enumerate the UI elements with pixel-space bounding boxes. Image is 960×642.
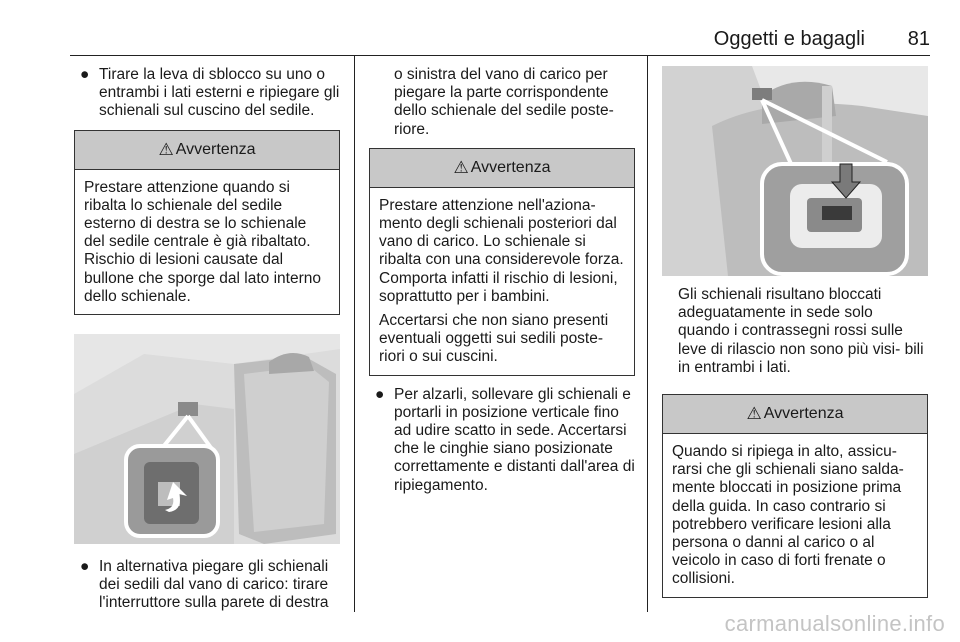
- bullet-text: Tirare la leva di sblocco su uno o entrambi i lati esterni e ripiegare gli schienali sul cuscino del sedile.: [99, 66, 340, 120]
- seat-release-figure: [662, 66, 928, 276]
- warning-title: Avvertenza: [175, 140, 256, 158]
- bullet-dot-icon: ●: [80, 66, 90, 83]
- section-title: Oggetti e bagagli: [713, 28, 865, 50]
- page-number: 81: [907, 28, 930, 50]
- column-2: [369, 66, 635, 495]
- watermark: carmanualsonline.info: [724, 611, 945, 636]
- warning-triangle-icon: ⚠: [158, 139, 174, 159]
- warning-body: [370, 188, 634, 375]
- warning-text: Prestare attenzione nell'aziona- mento degli schienali posteriori dal vano di carico. Lo schienale si ribalta con una considerevole forza. Comporta infatti il rischio di lesioni, soprattutto per i bambini.: [379, 196, 624, 305]
- warning-title: Avvertenza: [470, 158, 551, 176]
- column-divider-1: [354, 56, 355, 612]
- bullet-text: In alternativa piegare gli schienali dei sedili dal vano di carico: tirare l'interruttore sulla parete di destra: [99, 558, 329, 612]
- warning-box: [369, 148, 635, 376]
- warning-text: Accertarsi che non siano presenti eventuali oggetti sui sedili poste- riori o sui cuscini.: [379, 312, 609, 366]
- column-1-lower: [74, 558, 340, 613]
- seat-release-illustration: [662, 66, 928, 276]
- load-compartment-illustration: [74, 334, 340, 544]
- bullet-dot-icon: ●: [80, 558, 90, 575]
- warning-body: [663, 434, 927, 597]
- column-divider-2: [647, 56, 648, 612]
- warning-text: Quando si ripiega in alto, assicu- rarsi che gli schienali siano salda- mente bloccati in posizione prima della guida. In caso contrario si potrebbero verificare lesioni alla persona o danni al carico o al veicolo in caso di forti frenate o collisioni.: [672, 443, 904, 588]
- bullet-item: [74, 66, 340, 121]
- bullet-item: [369, 386, 635, 495]
- warning-body: [75, 170, 339, 314]
- bullet-item: [74, 558, 340, 613]
- figure-caption: Gli schienali risultano bloccati adeguatamente in sede solo quando i contrassegni rossi sulle leve di rilascio non sono più visi- bili in entrambi i lati.: [678, 286, 924, 376]
- warning-box: [662, 394, 928, 598]
- column-3: [662, 286, 928, 598]
- paragraph-continuation: o sinistra del vano di carico per piegare la parte corrispondente dello schienale del sedile poste- riore.: [394, 66, 614, 138]
- warning-triangle-icon: ⚠: [746, 403, 762, 423]
- warning-box: [74, 130, 340, 315]
- bullet-text: Per alzarli, sollevare gli schienali e portarli in posizione verticale fino ad udire scatto in sede. Accertarsi che le cinghie siano posizionate correttamente e distanti dall'area di ripiegamento.: [394, 385, 635, 494]
- warning-header: [370, 149, 634, 188]
- bullet-dot-icon: ●: [375, 385, 385, 403]
- header-divider: [70, 55, 930, 56]
- column-1: [74, 66, 340, 315]
- warning-header: [75, 131, 339, 170]
- warning-header: [663, 395, 927, 434]
- warning-text: Prestare attenzione quando si ribalta lo schienale del sedile esterno di destra se lo schienale del sedile centrale è già ribaltato. Rischio di lesioni causate dal bullone che sporge dal lato interno dello schienale.: [84, 178, 321, 305]
- warning-title: Avvertenza: [763, 404, 844, 422]
- load-compartment-figure: [74, 334, 340, 544]
- warning-triangle-icon: ⚠: [453, 157, 469, 177]
